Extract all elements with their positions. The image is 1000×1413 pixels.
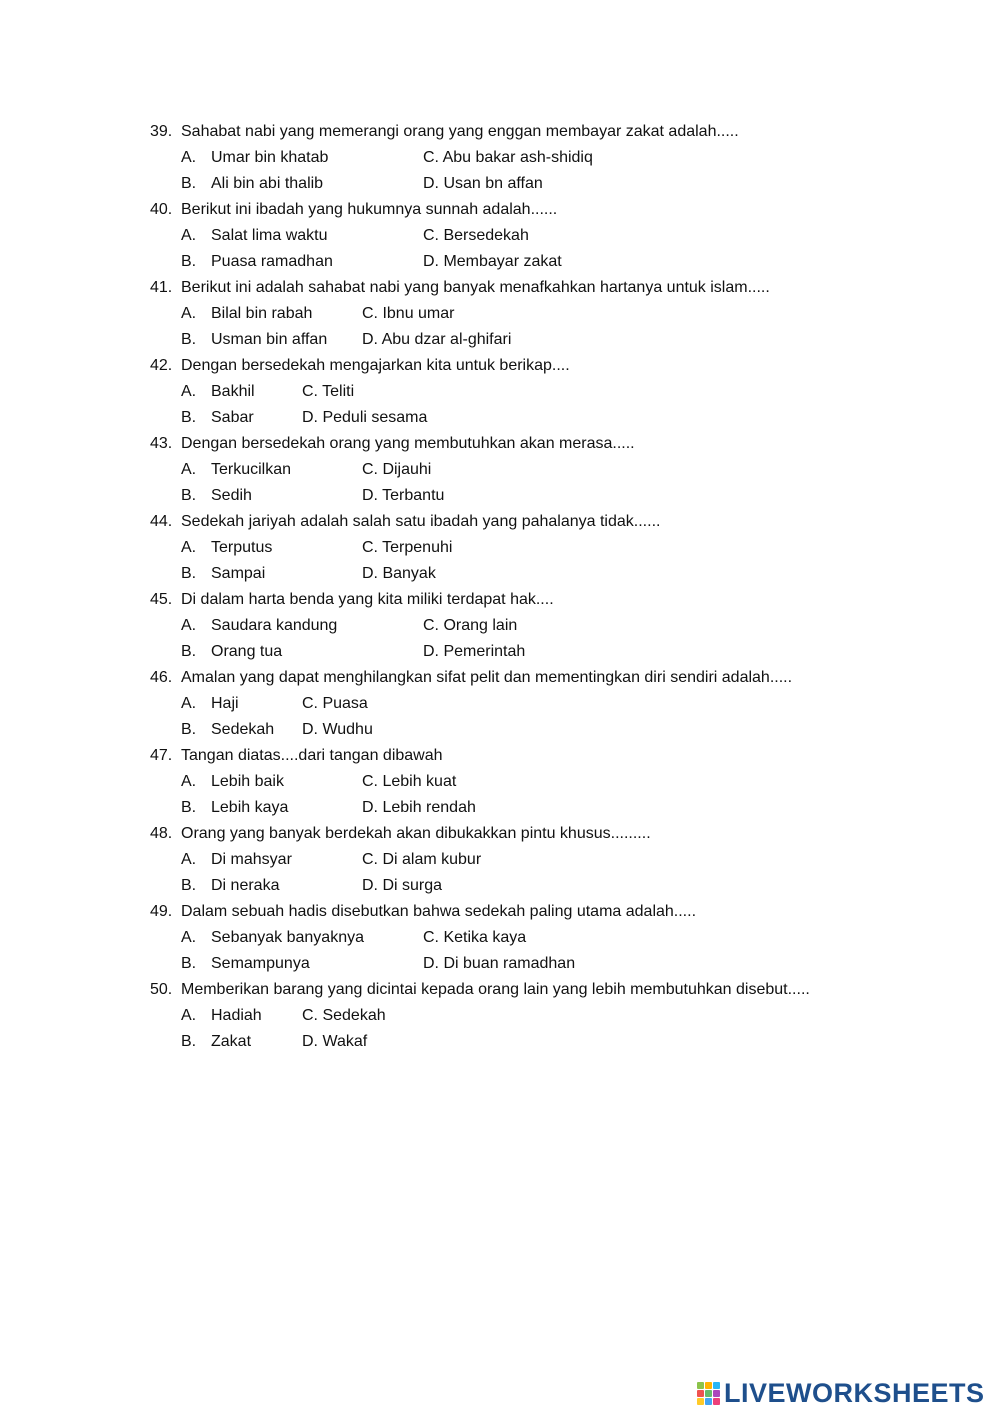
question-number: 47. (150, 747, 173, 764)
option-a: Saudara kandung (211, 617, 338, 634)
question-stem (0, 275, 1000, 301)
option-letter-a: A. (181, 383, 197, 400)
option-a: Salat lima waktu (211, 227, 328, 244)
question-0 (0, 119, 1000, 197)
question-text: Sahabat nabi yang memerangi orang yang enggan membayar zakat adalah..... (181, 123, 739, 140)
option-c: C. Puasa (302, 695, 368, 712)
options-row-2 (0, 405, 1000, 431)
question-text: Orang yang banyak berdekah akan dibukakkan pintu khusus......... (181, 825, 651, 842)
option-letter-b: B. (181, 331, 197, 348)
question-number: 43. (150, 435, 173, 452)
options-row-2 (0, 483, 1000, 509)
option-b: Orang tua (211, 643, 283, 660)
logo-tile (713, 1382, 720, 1389)
question-7 (0, 665, 1000, 743)
options-row-1 (0, 535, 1000, 561)
question-text: Sedekah jariyah adalah salah satu ibadah yang pahalanya tidak...... (181, 513, 661, 530)
option-letter-b: B. (181, 565, 197, 582)
option-d: D. Terbantu (362, 487, 445, 504)
option-letter-a: A. (181, 695, 197, 712)
watermark (697, 1376, 985, 1410)
option-c: C. Dijauhi (362, 461, 432, 478)
option-d: D. Peduli sesama (302, 409, 428, 426)
question-10 (0, 899, 1000, 977)
options-row-2 (0, 561, 1000, 587)
option-d: D. Lebih rendah (362, 799, 476, 816)
question-text: Berikut ini ibadah yang hukumnya sunnah adalah...... (181, 201, 558, 218)
logo-tile (705, 1398, 712, 1405)
options-row-1 (0, 925, 1000, 951)
option-letter-a: A. (181, 773, 197, 790)
question-1 (0, 197, 1000, 275)
option-d: D. Membayar zakat (423, 253, 562, 270)
option-c: C. Abu bakar ash-shidiq (423, 149, 593, 166)
option-c: C. Sedekah (302, 1007, 386, 1024)
options-row-1 (0, 301, 1000, 327)
question-6 (0, 587, 1000, 665)
option-b: Semampunya (211, 955, 310, 972)
option-b: Sampai (211, 565, 266, 582)
option-a: Di mahsyar (211, 851, 292, 868)
option-letter-b: B. (181, 253, 197, 270)
option-c: C. Ibnu umar (362, 305, 455, 322)
options-row-1 (0, 379, 1000, 405)
question-text: Memberikan barang yang dicintai kepada orang lain yang lebih membutuhkan disebut..... (181, 981, 810, 998)
option-letter-b: B. (181, 1033, 197, 1050)
option-a: Umar bin khatab (211, 149, 329, 166)
option-letter-a: A. (181, 461, 197, 478)
question-stem (0, 509, 1000, 535)
option-letter-a: A. (181, 617, 197, 634)
option-b: Di neraka (211, 877, 280, 894)
option-letter-b: B. (181, 175, 197, 192)
option-b: Lebih kaya (211, 799, 289, 816)
logo-tile (697, 1390, 704, 1397)
logo-tile (697, 1398, 704, 1405)
question-9 (0, 821, 1000, 899)
question-4 (0, 431, 1000, 509)
options-row-2 (0, 171, 1000, 197)
option-a: Bilal bin rabah (211, 305, 313, 322)
question-stem (0, 197, 1000, 223)
options-row-2 (0, 1029, 1000, 1055)
question-3 (0, 353, 1000, 431)
option-a: Bakhil (211, 383, 255, 400)
question-stem (0, 665, 1000, 691)
options-row-2 (0, 717, 1000, 743)
question-text: Di dalam harta benda yang kita miliki terdapat hak.... (181, 591, 554, 608)
option-c: C. Teliti (302, 383, 355, 400)
option-d: D. Wakaf (302, 1033, 368, 1050)
option-letter-a: A. (181, 1007, 197, 1024)
option-c: C. Orang lain (423, 617, 518, 634)
logo-tile (713, 1398, 720, 1405)
question-number: 48. (150, 825, 173, 842)
question-2 (0, 275, 1000, 353)
logo-tile (697, 1382, 704, 1389)
options-row-2 (0, 951, 1000, 977)
question-number: 45. (150, 591, 173, 608)
option-a: Lebih baik (211, 773, 284, 790)
question-stem (0, 353, 1000, 379)
option-a: Hadiah (211, 1007, 262, 1024)
question-5 (0, 509, 1000, 587)
options-row-1 (0, 847, 1000, 873)
worksheet (0, 119, 1000, 1055)
logo-tile (713, 1390, 720, 1397)
options-row-2 (0, 873, 1000, 899)
options-row-1 (0, 613, 1000, 639)
option-letter-b: B. (181, 877, 197, 894)
option-d: D. Pemerintah (423, 643, 526, 660)
question-text: Berikut ini adalah sahabat nabi yang banyak menafkahkan hartanya untuk islam..... (181, 279, 770, 296)
option-c: C. Bersedekah (423, 227, 529, 244)
logo-tile (705, 1390, 712, 1397)
option-c: C. Terpenuhi (362, 539, 453, 556)
options-row-1 (0, 223, 1000, 249)
option-a: Terputus (211, 539, 273, 556)
question-number: 44. (150, 513, 173, 530)
question-number: 39. (150, 123, 173, 140)
question-stem (0, 119, 1000, 145)
option-d: D. Usan bn affan (423, 175, 543, 192)
option-d: D. Wudhu (302, 721, 373, 738)
option-d: D. Banyak (362, 565, 436, 582)
options-row-1 (0, 1003, 1000, 1029)
options-row-1 (0, 691, 1000, 717)
question-text: Tangan diatas....dari tangan dibawah (181, 747, 443, 764)
question-number: 49. (150, 903, 173, 920)
watermark-text: LIVEWORKSHEETS (724, 1377, 985, 1408)
logo-tile (705, 1382, 712, 1389)
option-a: Sebanyak banyaknya (211, 929, 364, 946)
option-b: Usman bin affan (211, 331, 328, 348)
option-letter-a: A. (181, 227, 197, 244)
option-letter-a: A. (181, 305, 197, 322)
option-d: D. Di surga (362, 877, 443, 894)
option-letter-a: A. (181, 539, 197, 556)
options-row-2 (0, 327, 1000, 353)
question-stem (0, 977, 1000, 1003)
question-text: Dalam sebuah hadis disebutkan bahwa sedekah paling utama adalah..... (181, 903, 697, 920)
question-stem (0, 431, 1000, 457)
question-number: 46. (150, 669, 173, 686)
option-letter-a: A. (181, 929, 197, 946)
options-row-2 (0, 795, 1000, 821)
option-letter-b: B. (181, 409, 197, 426)
option-letter-b: B. (181, 955, 197, 972)
question-number: 50. (150, 981, 173, 998)
question-text: Dengan bersedekah mengajarkan kita untuk berikap.... (181, 357, 570, 374)
options-row-2 (0, 249, 1000, 275)
liveworksheets-logo-icon (697, 1382, 720, 1405)
question-number: 40. (150, 201, 173, 218)
question-text: Dengan bersedekah orang yang membutuhkan akan merasa..... (181, 435, 635, 452)
option-b: Zakat (211, 1033, 252, 1050)
option-d: D. Di buan ramadhan (423, 955, 576, 972)
option-b: Ali bin abi thalib (211, 175, 324, 192)
option-letter-a: A. (181, 149, 197, 166)
question-stem (0, 743, 1000, 769)
option-letter-b: B. (181, 643, 197, 660)
question-8 (0, 743, 1000, 821)
question-number: 41. (150, 279, 173, 296)
question-stem (0, 899, 1000, 925)
option-b: Puasa ramadhan (211, 253, 333, 270)
option-b: Sedekah (211, 721, 275, 738)
option-b: Sabar (211, 409, 254, 426)
option-letter-b: B. (181, 487, 197, 504)
option-a: Haji (211, 695, 239, 712)
option-letter-a: A. (181, 851, 197, 868)
question-stem (0, 821, 1000, 847)
option-c: C. Ketika kaya (423, 929, 527, 946)
options-row-2 (0, 639, 1000, 665)
options-row-1 (0, 769, 1000, 795)
question-number: 42. (150, 357, 173, 374)
question-stem (0, 587, 1000, 613)
question-text: Amalan yang dapat menghilangkan sifat pelit dan mementingkan diri sendiri adalah..... (181, 669, 793, 686)
option-letter-b: B. (181, 799, 197, 816)
option-a: Terkucilkan (211, 461, 292, 478)
options-row-1 (0, 457, 1000, 483)
option-c: C. Di alam kubur (362, 851, 482, 868)
option-b: Sedih (211, 487, 252, 504)
option-c: C. Lebih kuat (362, 773, 457, 790)
option-d: D. Abu dzar al-ghifari (362, 331, 512, 348)
option-letter-b: B. (181, 721, 197, 738)
question-11 (0, 977, 1000, 1055)
options-row-1 (0, 145, 1000, 171)
